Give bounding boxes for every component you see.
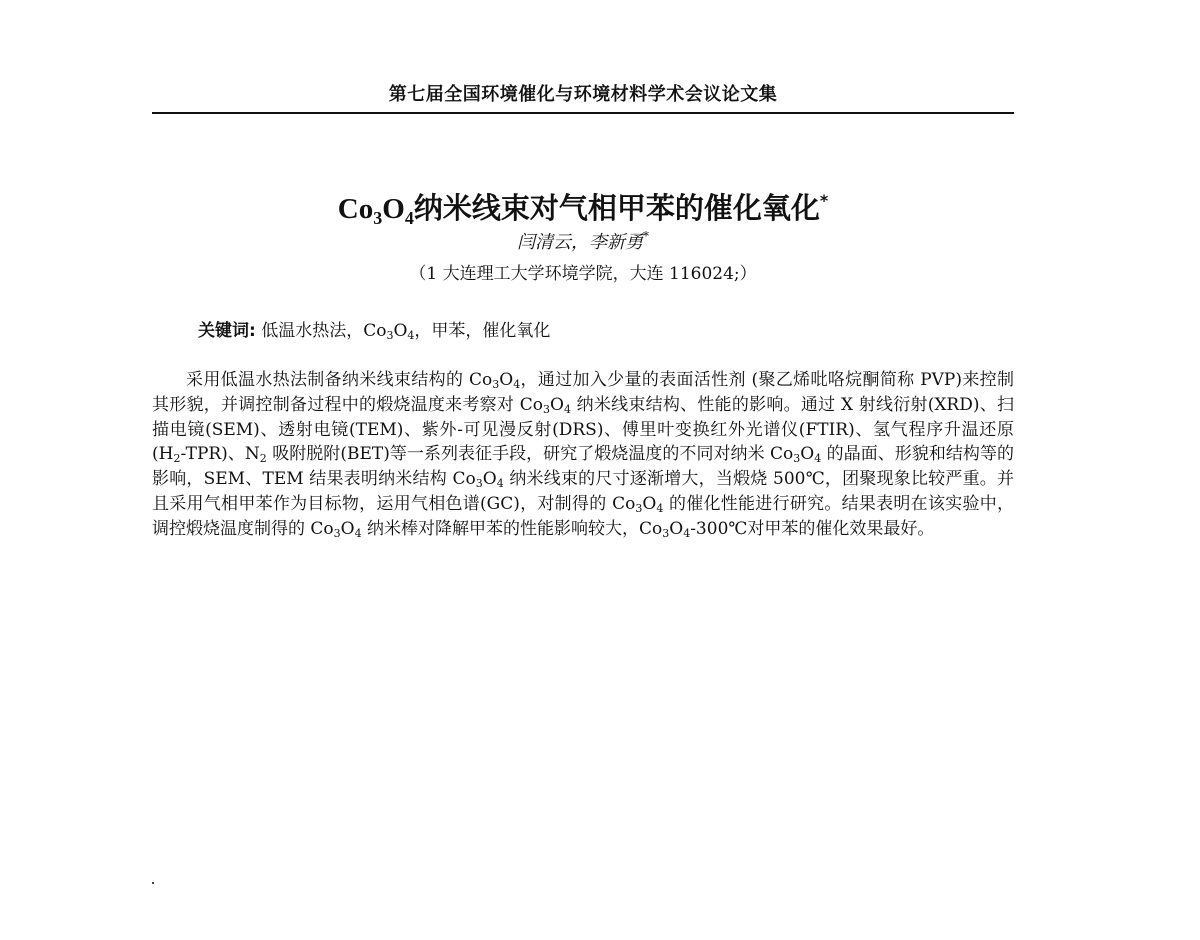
abstract-sub: 4 xyxy=(683,526,691,540)
abstract-text: ，通过加入少量的表面活性剂 (聚乙烯吡咯烷酮简称 PVP)来控制其形貌，并调控制备过程中的煅烧温度来考察对 Co xyxy=(152,370,1014,415)
abstract-sub: 4 xyxy=(513,378,521,391)
abstract-text: O xyxy=(669,518,684,539)
abstract-sub: 3 xyxy=(543,402,551,416)
abstract-sub: 4 xyxy=(814,452,822,466)
abstract-text: O xyxy=(340,518,355,539)
abstract-text: O xyxy=(642,493,657,514)
author-footnote-mark: * xyxy=(643,229,649,243)
abstract-sub: 2 xyxy=(173,452,181,466)
title-formula-sub-4: 4 xyxy=(404,208,414,228)
paper-title xyxy=(152,188,1014,229)
affiliation: （1 大连理工大学环境学院，大连 116024;） xyxy=(409,264,757,284)
abstract-text: 吸附脱附(BET)等一系列表征手段，研究了煅烧温度的不同对纳米 Co xyxy=(266,444,794,465)
abstract-text: 纳米线束结构、性能的影响。通过 X 射线衍射(XRD)、扫描电镜(SEM)、透射电镜(TEM)、紫外-可见漫反射(DRS)、傅里叶变换红外光谱仪(FTIR)、氢气程序升温还原(H xyxy=(152,394,1014,465)
authors xyxy=(152,230,1014,256)
author-names: 闫清云，李新勇 xyxy=(517,232,643,253)
title-footnote-mark: * xyxy=(819,191,829,210)
abstract-sub: 4 xyxy=(354,526,362,540)
abstract-sub: 3 xyxy=(492,378,500,391)
abstract-text: O xyxy=(550,394,564,415)
abstract-sub: 4 xyxy=(563,402,571,416)
abstract-text: O xyxy=(800,444,815,465)
keywords-label: 关键词: xyxy=(198,321,256,341)
title-formula-co: Co xyxy=(337,193,374,225)
running-header: 第七届全国环境催化与环境材料学术会议论文集 xyxy=(388,84,778,105)
abstract-paragraph xyxy=(152,368,1014,542)
keywords-text-1: 低温水热法，Co xyxy=(255,321,387,341)
title-formula-sub-3: 3 xyxy=(373,208,383,228)
abstract-sub: 3 xyxy=(662,526,670,540)
abstract-text: 的晶面、形貌和结构等的影响，SEM、TEM 结果表明纳米结构 Co xyxy=(152,444,1014,490)
keywords-text-3: ，甲苯，催化氧化 xyxy=(414,321,551,341)
abstract-sub: 3 xyxy=(793,452,801,466)
abstract-text: 纳米棒对降解甲苯的性能影响较大，Co xyxy=(361,518,663,539)
abstract-text: 的催化性能进行研究。结果表明在该实验中，调控煅烧温度制得的 Co xyxy=(152,493,1015,539)
keywords-sub-2: 4 xyxy=(407,329,415,342)
title-formula-o: O xyxy=(382,193,405,225)
abstract-sub: 4 xyxy=(656,501,664,515)
abstract-sub: 3 xyxy=(635,501,643,515)
abstract-sub: 3 xyxy=(475,477,483,491)
abstract-sub: 4 xyxy=(496,477,504,491)
abstract-text: O xyxy=(499,370,514,390)
abstract-sub: 3 xyxy=(333,526,341,540)
keywords-text-2: O xyxy=(393,321,408,341)
keywords-sub-1: 3 xyxy=(386,329,394,342)
title-text: 纳米线束对气相甲苯的催化氧化 xyxy=(413,191,820,225)
abstract-text: O xyxy=(482,469,497,490)
scan-speck xyxy=(152,882,154,884)
keywords xyxy=(198,318,998,344)
abstract-text: 纳米线束的尺寸逐渐增大，当煅烧 500℃，团聚现象比较严重。并且采用气相甲苯作为目标物，运用气相色谱(GC)，对制得的 Co xyxy=(152,469,1014,514)
abstract-text: 采用低温水热法制备纳米线束结构的 Co xyxy=(186,370,493,390)
header-rule xyxy=(152,112,1014,114)
abstract-sub: 2 xyxy=(259,452,267,466)
abstract-text: -300℃对甲苯的催化效果最好。 xyxy=(690,518,935,539)
abstract-text: -TPR)、N xyxy=(180,444,260,465)
